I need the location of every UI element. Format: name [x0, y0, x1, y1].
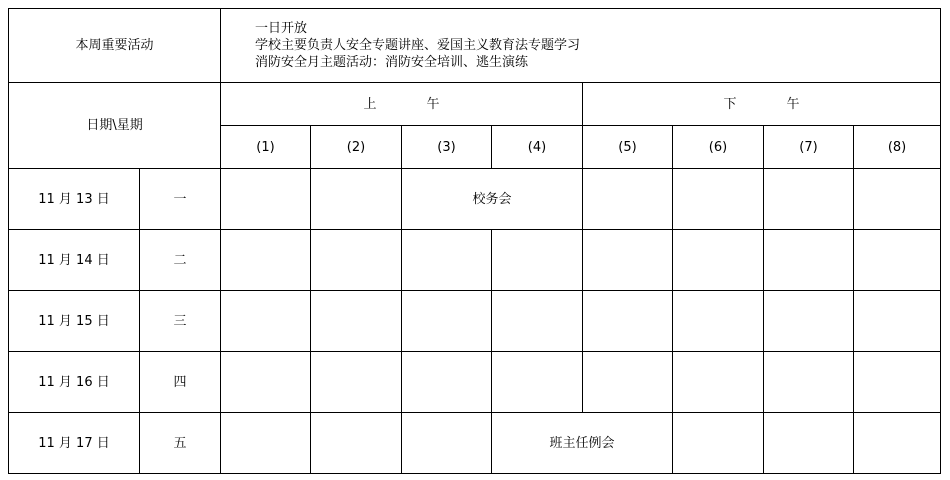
activities-label: 本周重要活动: [9, 9, 221, 83]
schedule-cell: [221, 291, 311, 352]
period-header: (5): [583, 126, 673, 169]
schedule-cell: [854, 291, 941, 352]
schedule-cell: [854, 352, 941, 413]
schedule-cell: [764, 230, 854, 291]
date-cell: 11 月 17 日: [9, 413, 140, 474]
afternoon-header: [583, 83, 941, 126]
schedule-cell: [673, 169, 764, 230]
period-header: (8): [854, 126, 941, 169]
schedule-cell: [311, 291, 402, 352]
schedule-cell: [221, 352, 311, 413]
schedule-cell: [764, 169, 854, 230]
period-header: (6): [673, 126, 764, 169]
schedule-cell: [764, 413, 854, 474]
schedule-cell: [402, 230, 492, 291]
schedule-cell: [764, 352, 854, 413]
day-row-thu: [9, 352, 941, 413]
date-weekday-header: 日期\星期: [9, 83, 221, 169]
activity-item: 一日开放: [255, 21, 308, 36]
schedule-cell: [311, 352, 402, 413]
schedule-cell: [492, 230, 583, 291]
day-row-tue: [9, 230, 941, 291]
event-cell: 班主任例会: [492, 413, 673, 474]
morning-header: [221, 83, 583, 126]
schedule-cell: [854, 413, 941, 474]
schedule-cell: [583, 291, 673, 352]
date-cell: 11 月 14 日: [9, 230, 140, 291]
period-header: (4): [492, 126, 583, 169]
schedule-cell: [221, 230, 311, 291]
afternoon-header-char: 午: [786, 96, 800, 112]
period-header: (2): [311, 126, 402, 169]
schedule-cell: [583, 169, 673, 230]
morning-header-char: 上: [363, 96, 377, 112]
morning-header-char: 午: [426, 96, 440, 112]
weekday-cell: 一: [140, 169, 221, 230]
schedule-cell: [311, 169, 402, 230]
schedule-cell: [583, 230, 673, 291]
activity-item: 消防安全月主题活动：消防安全培训、逃生演练: [255, 55, 529, 70]
activities-list: [221, 9, 941, 83]
schedule-cell: [221, 169, 311, 230]
day-row-mon: [9, 169, 941, 230]
date-cell: 11 月 15 日: [9, 291, 140, 352]
activities-row: [9, 9, 941, 83]
day-row-fri: [9, 413, 941, 474]
schedule-cell: [492, 352, 583, 413]
weekday-cell: 四: [140, 352, 221, 413]
weekday-cell: 五: [140, 413, 221, 474]
schedule-cell: [673, 291, 764, 352]
day-row-wed: [9, 291, 941, 352]
date-cell: 11 月 13 日: [9, 169, 140, 230]
schedule-cell: [402, 413, 492, 474]
activity-item: 学校主要负责人安全专题讲座、爱国主义教育法专题学习: [255, 38, 581, 53]
schedule-cell: [854, 169, 941, 230]
schedule-cell: [583, 352, 673, 413]
schedule-cell: [402, 352, 492, 413]
schedule-cell: [854, 230, 941, 291]
schedule-cell: [673, 230, 764, 291]
afternoon-header-char: 下: [723, 96, 737, 112]
weekday-cell: 二: [140, 230, 221, 291]
schedule-container: [8, 8, 941, 474]
schedule-cell: [492, 291, 583, 352]
schedule-cell: [311, 230, 402, 291]
weekday-cell: 三: [140, 291, 221, 352]
weekly-schedule-table: [8, 8, 941, 474]
half-day-header-row: [9, 83, 941, 126]
schedule-cell: [311, 413, 402, 474]
schedule-cell: [764, 291, 854, 352]
period-header: (7): [764, 126, 854, 169]
event-cell: 校务会: [402, 169, 583, 230]
schedule-cell: [402, 291, 492, 352]
period-header: (3): [402, 126, 492, 169]
period-header: (1): [221, 126, 311, 169]
schedule-cell: [673, 352, 764, 413]
schedule-cell: [221, 413, 311, 474]
date-cell: 11 月 16 日: [9, 352, 140, 413]
schedule-cell: [673, 413, 764, 474]
